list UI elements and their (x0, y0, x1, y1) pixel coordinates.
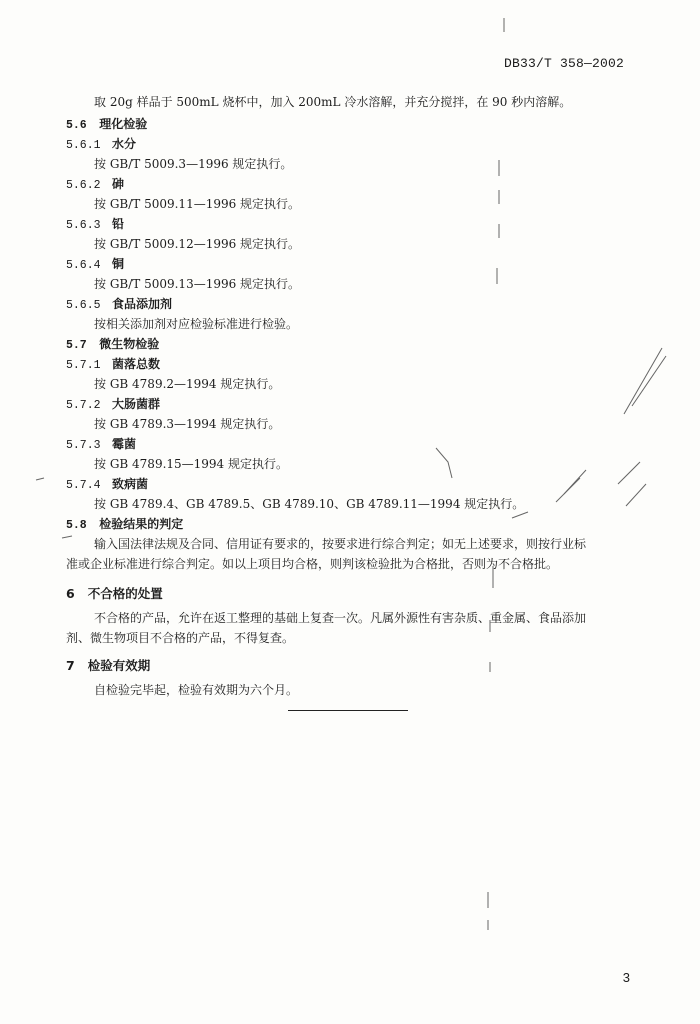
paragraph-line: 按 GB 4789.4、GB 4789.5、GB 4789.10、GB 4789.11—1994 规定执行。 (94, 497, 525, 511)
section-number: 5.6.5 (66, 299, 101, 312)
section-number: 5.6.2 (66, 179, 101, 192)
section-title: 致病菌 (111, 477, 148, 491)
section-number: 5.8 (66, 519, 87, 532)
paragraph-line: 自检验完毕起，检验有效期为六个月。 (94, 683, 299, 697)
paragraph-line: 输入国法律法规及合同、信用证有要求的，按要求进行综合判定；如无上述要求，则按行业标 (94, 537, 587, 551)
section-number: 5.7 (66, 339, 87, 352)
section-title: 砷 (111, 177, 124, 191)
section-number: 5.7.4 (66, 479, 101, 492)
page-number: 3 (622, 970, 630, 985)
section-title: 水分 (111, 137, 136, 151)
paragraph-line: 按相关添加剂对应检验标准进行检验。 (94, 317, 299, 331)
section-title: 微生物检验 (99, 337, 160, 351)
paragraph-line: 按 GB 4789.15—1994 规定执行。 (94, 457, 289, 471)
paragraph-line: 按 GB/T 5009.13—1996 规定执行。 (94, 277, 301, 291)
section-title: 检验有效期 (87, 658, 151, 673)
paragraph-line: 按 GB/T 5009.11—1996 规定执行。 (94, 197, 301, 211)
section-title: 铜 (111, 257, 124, 271)
paragraph-line: 准或企业标准进行综合判定。如以上项目均合格，则判该检验批为合格批，否则为不合格批。 (66, 557, 559, 571)
section-number: 5.7.3 (66, 439, 101, 452)
section-title: 霉菌 (111, 437, 136, 451)
paragraph-line: 剂、微生物项目不合格的产品，不得复查。 (66, 631, 295, 645)
document-code: DB33/T 358—2002 (503, 56, 624, 71)
section-title: 铅 (111, 217, 124, 231)
section-title: 不合格的处置 (87, 586, 163, 601)
section-number: 5.6 (66, 119, 87, 132)
section-number: 5.6.1 (66, 139, 101, 152)
paragraph-line: 按 GB 4789.2—1994 规定执行。 (94, 377, 281, 391)
section-title: 菌落总数 (111, 357, 160, 371)
section-title: 检验结果的判定 (99, 517, 184, 531)
section-number: 6 (66, 586, 75, 601)
section-number: 5.7.2 (66, 399, 101, 412)
section-number: 7 (66, 658, 75, 673)
section-title: 理化检验 (99, 117, 148, 131)
section-title: 食品添加剂 (111, 297, 172, 311)
section-title: 大肠菌群 (111, 397, 160, 411)
paragraph-line: 按 GB/T 5009.12—1996 规定执行。 (94, 237, 301, 251)
paragraph-line: 按 GB/T 5009.3—1996 规定执行。 (94, 157, 293, 171)
paragraph-line: 取 20g 样品于 500mL 烧杯中，加入 200mL 冷水溶解，并充分搅拌，在 90 秒内溶解。 (94, 95, 572, 109)
paragraph-line: 按 GB 4789.3—1994 规定执行。 (94, 417, 281, 431)
section-number: 5.7.1 (66, 359, 101, 372)
section-number: 5.6.3 (66, 219, 101, 232)
paragraph-line: 不合格的产品，允许在返工整理的基础上复查一次。凡属外源性有害杂质、重金属、食品添加 (94, 611, 587, 625)
section-number: 5.6.4 (66, 259, 101, 272)
